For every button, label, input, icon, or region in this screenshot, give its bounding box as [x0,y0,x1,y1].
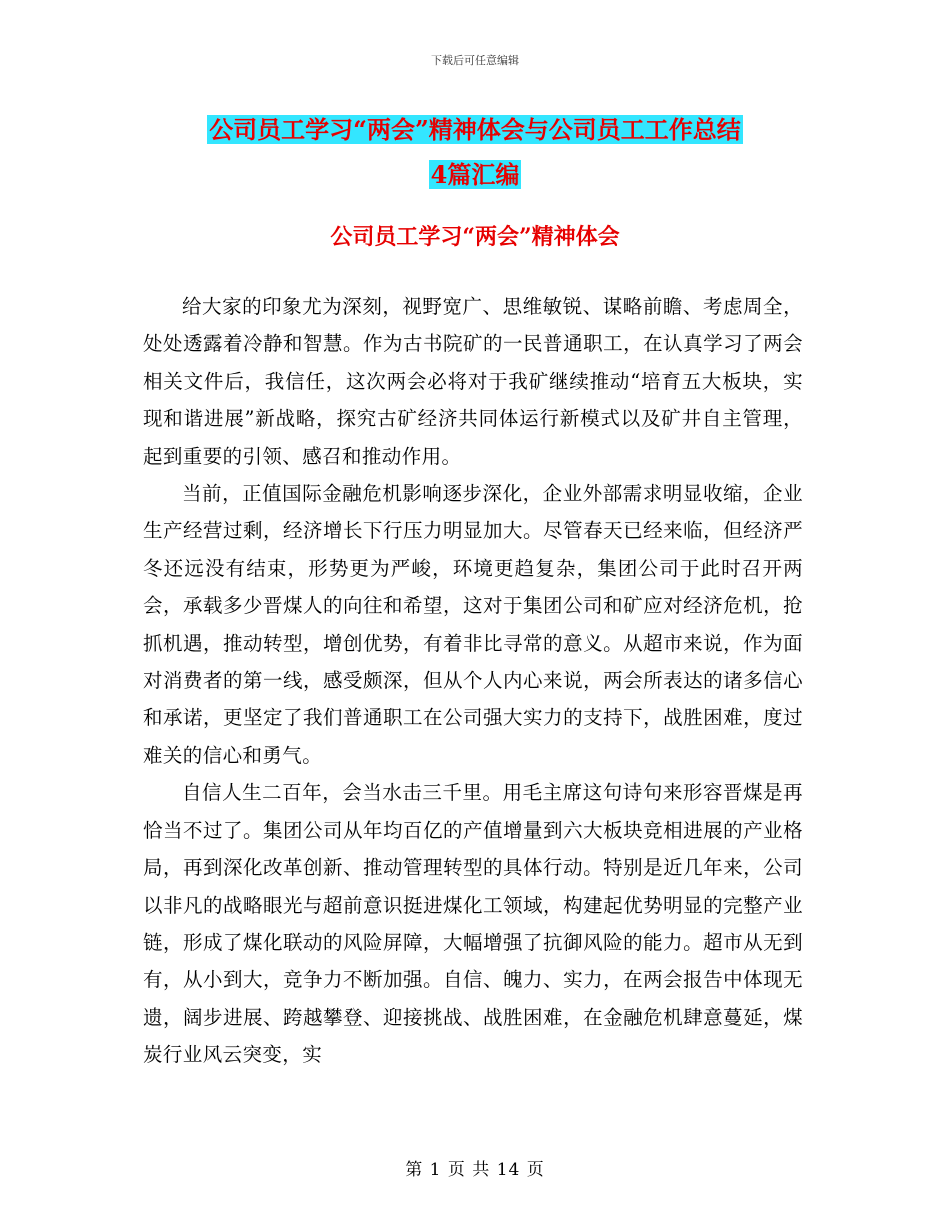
document-title-text-2: 4篇汇编 [430,160,520,189]
body-text [143,288,803,1074]
document-title-text-1: 公司员工学习“两会”精神体会与公司员工工作总结 [209,115,741,144]
page-footer: 第 1 页 共 14 页 [405,1160,545,1180]
document-title-line-1 [0,110,950,150]
paragraph: 当前，正值国际金融危机影响逐步深化，企业外部需求明显收缩，企业生产经营过剩，经济增长下行压力明显加大。尽管春天已经来临，但经济严冬还远没有结束，形势更为严峻，环境更趋复杂，集团公司于此时召开两会，承载多少晋煤人的向往和希望，这对于集团公司和矿应对经济危机，抢抓机遇，推动转型，增创优势，有着非比寻常的意义。从超市来说，作为面对消费者的第一线，感受颇深，但从个人内心来说，两会所表达的诸多信心和承诺，更坚定了我们普通职工在公司强大实力的支持下，战胜困难，度过难关的信心和勇气。 [143,482,803,767]
paragraph: 给大家的印象尤为深刻，视野宽广、思维敏锐、谋略前瞻、考虑周全，处处透露着冷静和智慧。作为古书院矿的一民普通职工，在认真学习了两会相关文件后，我信任，这次两会必将对于我矿继续推动“培育五大板块，实现和谐进展”新战略，探究古矿经济共同体运行新模式以及矿井自主管理，起到重要的引领、感召和推动作用。 [143,295,803,468]
paragraph: 自信人生二百年，会当水击三千里。用毛主席这句诗句来形容晋煤是再恰当不过了。集团公司从年均百亿的产值增量到六大板块竞相进展的产业格局，再到深化改革创新、推动管理转型的具体行动。特别是近几年来，公司以非凡的战略眼光与超前意识挺进煤化工领域，构建起优势明显的完整产业链，形成了煤化联动的风险屏障，大幅增强了抗御风险的能力。超市从无到有，从小到大，竞争力不断加强。自信、魄力、实力，在两会报告中体现无遗，阔步进展、跨越攀登、迎接挑战、战胜困难，在金融危机肆意蔓延，煤炭行业风云突变，实 [143,781,803,1067]
document-title-line-2 [0,155,950,195]
section-title: 公司员工学习“两会”精神体会 [330,224,620,250]
header-note: 下载后可任意编辑 [431,54,519,67]
